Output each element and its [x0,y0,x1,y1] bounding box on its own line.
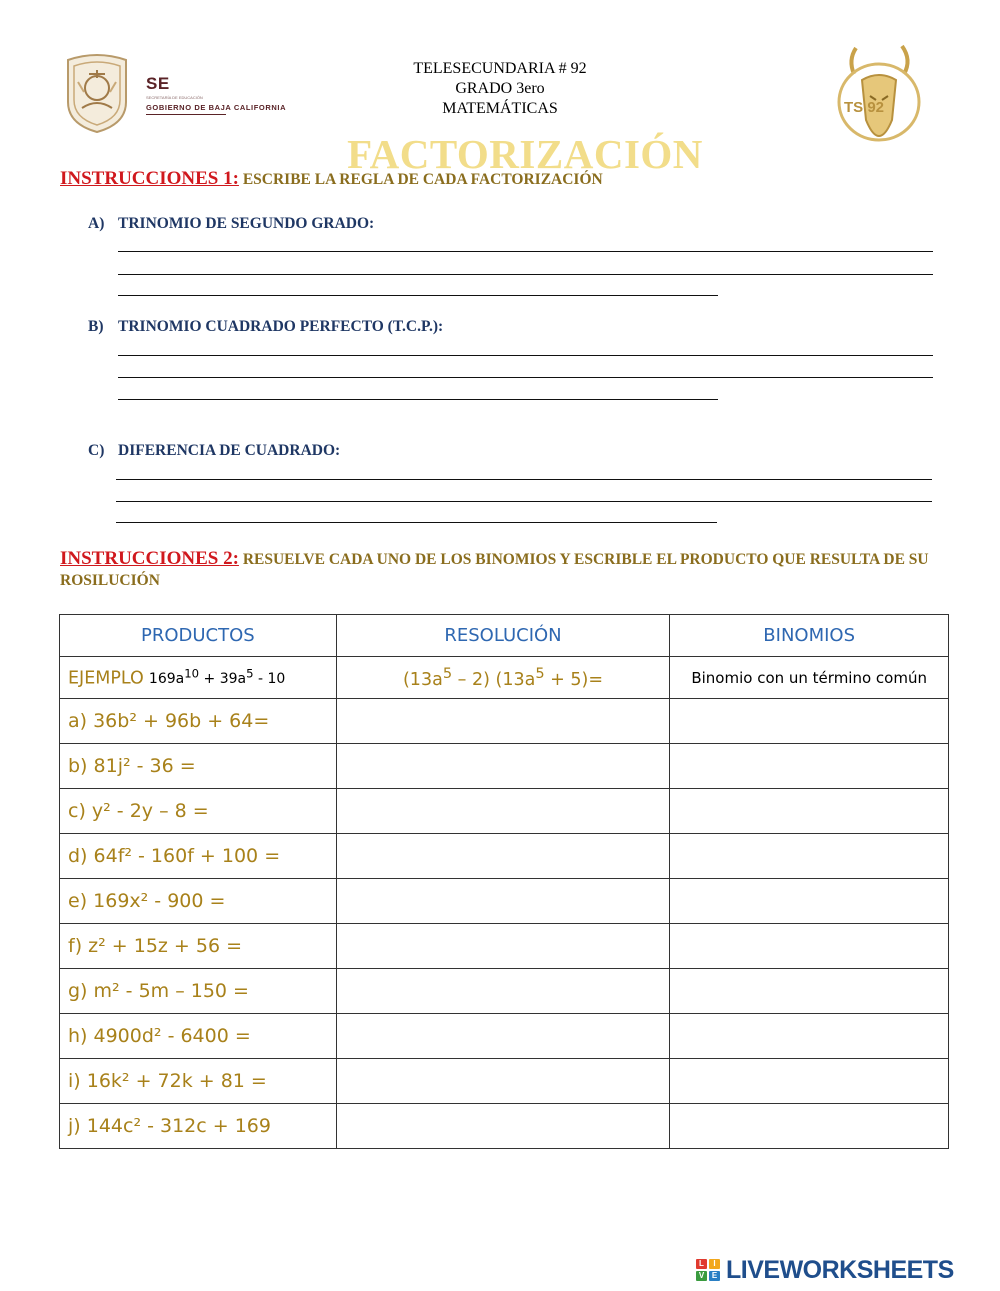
resolution-answer-cell[interactable] [336,969,670,1014]
resolution-answer-cell[interactable] [336,744,670,789]
instructions-2 [60,548,960,591]
resolution-answer-cell[interactable] [336,1059,670,1104]
resolution-answer-cell[interactable] [336,924,670,969]
instructions-1-label: INSTRUCCIONES 1: [60,168,239,189]
instructions-1 [60,168,940,190]
school-header [350,59,650,119]
answer-line-c2[interactable] [116,501,932,502]
example-resolution: $(13a^5 - 2) (13a^5 + 5)=$ [336,657,670,699]
grade-label: GRADO 3ero [455,80,545,97]
answer-line-b3[interactable] [118,399,718,400]
section-a-letter: A) [88,215,105,232]
product-cell: i) 16k² + 72k + 81 = [60,1059,337,1104]
binomio-answer-cell[interactable] [670,879,949,924]
se-subtitle: SECRETARÍA DE EDUCACIÓN [146,95,203,100]
icon-square-e: E [709,1271,720,1281]
table-row [60,744,949,789]
section-c-label: DIFERENCIA DE CUADRADO: [118,442,341,459]
products-table [59,614,949,1149]
section-a-title [88,215,374,233]
page-title: FACTORIZACIÓN [347,131,703,177]
binomio-answer-cell[interactable] [670,1104,949,1149]
section-c-title [88,442,340,460]
resolution-answer-cell[interactable] [336,699,670,744]
resolution-answer-cell[interactable] [336,879,670,924]
product-cell: e) 169x² - 900 = [60,879,337,924]
table-row [60,699,949,744]
baja-california-shield-icon [62,52,132,134]
telesecundaria-logo-icon [834,40,924,160]
answer-line-a2[interactable] [118,274,933,275]
se-block [146,74,286,115]
section-b-title [88,318,443,336]
table-row [60,924,949,969]
header-binomios: BINOMIOS [670,615,949,657]
liveworksheets-brand: LIVEWORKSHEETS [726,1256,954,1284]
liveworksheets-logo [696,1256,996,1284]
se-label: SE [146,74,170,93]
table-row [60,879,949,924]
answer-line-c1[interactable] [116,479,932,480]
resolution-answer-cell[interactable] [336,1104,670,1149]
product-cell: d) 64f² - 160f + 100 = [60,834,337,879]
government-logo [62,52,312,134]
section-a-label: TRINOMIO DE SEGUNDO GRADO: [118,215,375,232]
resolution-answer-cell[interactable] [336,834,670,879]
answer-line-c3[interactable] [116,522,717,523]
instructions-1-text: ESCRIBE LA REGLA DE CADA FACTORIZACIÓN [242,171,603,188]
svg-text:TS 92: TS 92 [844,99,885,116]
example-product-cell [60,657,337,699]
instructions-2-text: RESUELVE CADA UNO DE LOS BINOMIOS Y ESCRIBLE EL PRODUCTO QUE RESULTA DE SU ROSILUCIÓN [60,551,929,589]
table-row [60,789,949,834]
government-underline [146,114,226,115]
header-productos: PRODUCTOS [60,615,337,657]
school-name: TELESECUNDARIA # 92 [413,60,587,77]
example-expression: $169a^{10} + 39a^5 - 10$ [148,666,286,688]
product-cell: j) 144c² - 312c + 169 [60,1104,337,1149]
binomio-answer-cell[interactable] [670,969,949,1014]
binomio-answer-cell[interactable] [670,789,949,834]
table-row [60,834,949,879]
section-b-letter: B) [88,318,104,335]
icon-square-v: V [696,1271,707,1281]
table-row [60,969,949,1014]
icon-square-i: I [709,1259,720,1269]
instructions-2-label: INSTRUCCIONES 2: [60,548,239,569]
resolution-answer-cell[interactable] [336,789,670,834]
example-binomio: Binomio con un término común [670,657,949,699]
product-cell: c) y² - 2y – 8 = [60,789,337,834]
icon-square-l: L [696,1259,707,1269]
answer-line-a1[interactable] [118,251,933,252]
answer-line-b2[interactable] [118,377,933,378]
table-row [60,1014,949,1059]
liveworksheets-icon [696,1259,722,1282]
table-row [60,1104,949,1149]
product-cell: a) 36b² + 96b + 64= [60,699,337,744]
government-label: GOBIERNO DE BAJA CALIFORNIA [146,103,287,112]
binomio-answer-cell[interactable] [670,1059,949,1104]
example-label: EJEMPLO [68,668,144,689]
product-cell: h) 4900d² - 6400 = [60,1014,337,1059]
example-row [60,657,949,699]
section-c-letter: C) [88,442,105,459]
product-cell: f) z² + 15z + 56 = [60,924,337,969]
binomio-answer-cell[interactable] [670,1014,949,1059]
subject-label: MATEMÁTICAS [442,100,558,117]
section-b-label: TRINOMIO CUADRADO PERFECTO (T.C.P.): [118,318,444,335]
binomio-answer-cell[interactable] [670,744,949,789]
table-row [60,1059,949,1104]
table-header-row [60,615,949,657]
binomio-answer-cell[interactable] [670,924,949,969]
header-resolucion: RESOLUCIÓN [336,615,670,657]
binomio-answer-cell[interactable] [670,699,949,744]
product-cell: b) 81j² - 36 = [60,744,337,789]
exercise-rows [60,699,949,1149]
product-cell: g) m² - 5m – 150 = [60,969,337,1014]
answer-line-a3[interactable] [118,295,718,296]
resolution-answer-cell[interactable] [336,1014,670,1059]
answer-line-b1[interactable] [118,355,933,356]
binomio-answer-cell[interactable] [670,834,949,879]
